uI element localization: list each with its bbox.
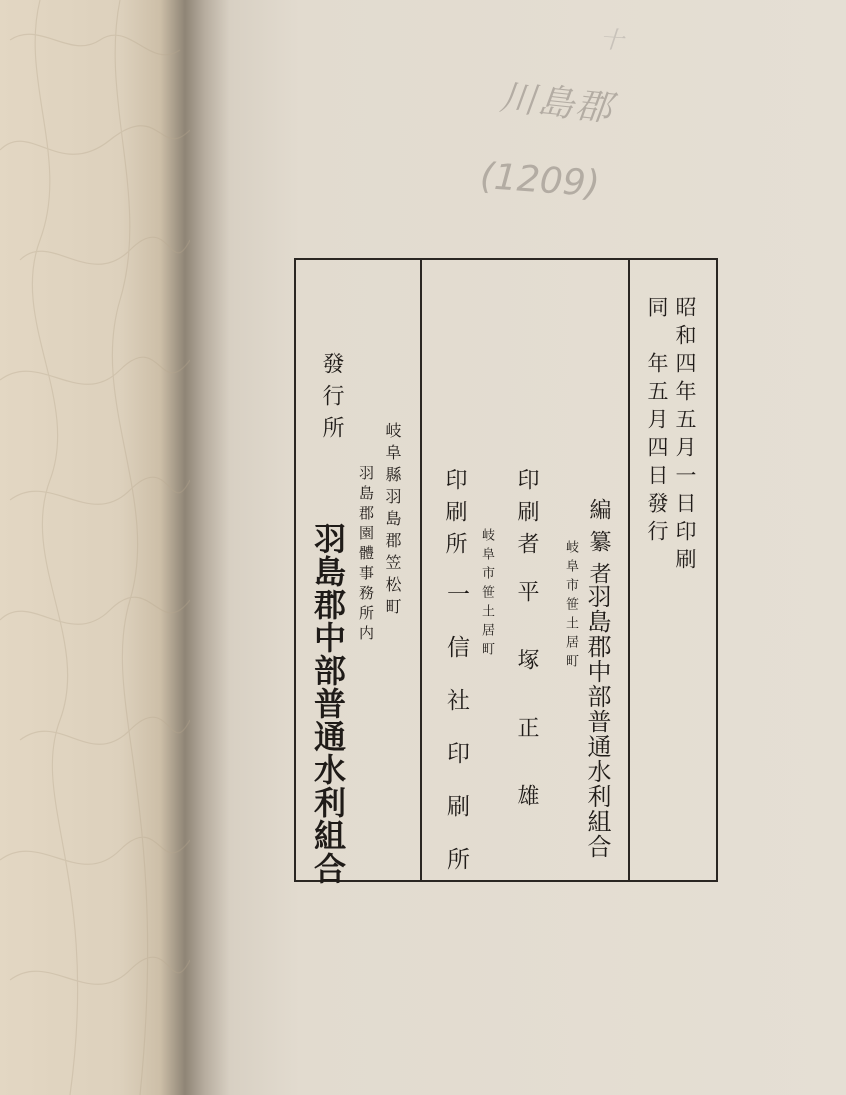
handwritten-note: 川島郡: [497, 77, 616, 130]
printing-office-address: 岐阜市笹土居町: [479, 528, 494, 661]
publisher-address-line2: 羽島郡園體事務所内: [357, 465, 375, 645]
printing-office-role-label: 印刷所: [442, 468, 467, 564]
publisher-address-line1: 岐阜縣羽島郡笠松町: [383, 422, 402, 620]
handwritten-number: (1209): [478, 155, 602, 206]
colophon-box: [294, 258, 718, 900]
publisher-name: 羽島郡中部普通水利組合: [309, 522, 347, 885]
editor-name: 羽島郡中部普通水利組合: [583, 584, 611, 859]
printing-office-name: 一信社印刷所: [443, 582, 469, 900]
issue-date: 同 年五月四日發行: [645, 296, 669, 548]
colophon-divider: [628, 260, 630, 880]
paper-texture: [0, 0, 190, 1095]
publisher-role-label: 發行所: [319, 352, 344, 448]
colophon-divider: [420, 260, 422, 880]
printer-name: 平塚正雄: [514, 580, 539, 852]
editor-address: 岐阜市笹土居町: [563, 540, 578, 673]
editor-role-label: 編纂者: [586, 498, 611, 594]
print-date: 昭和四年五月一日印刷: [673, 296, 697, 576]
handwritten-mark: 十: [598, 25, 625, 55]
printer-role-label: 印刷者: [514, 468, 539, 564]
